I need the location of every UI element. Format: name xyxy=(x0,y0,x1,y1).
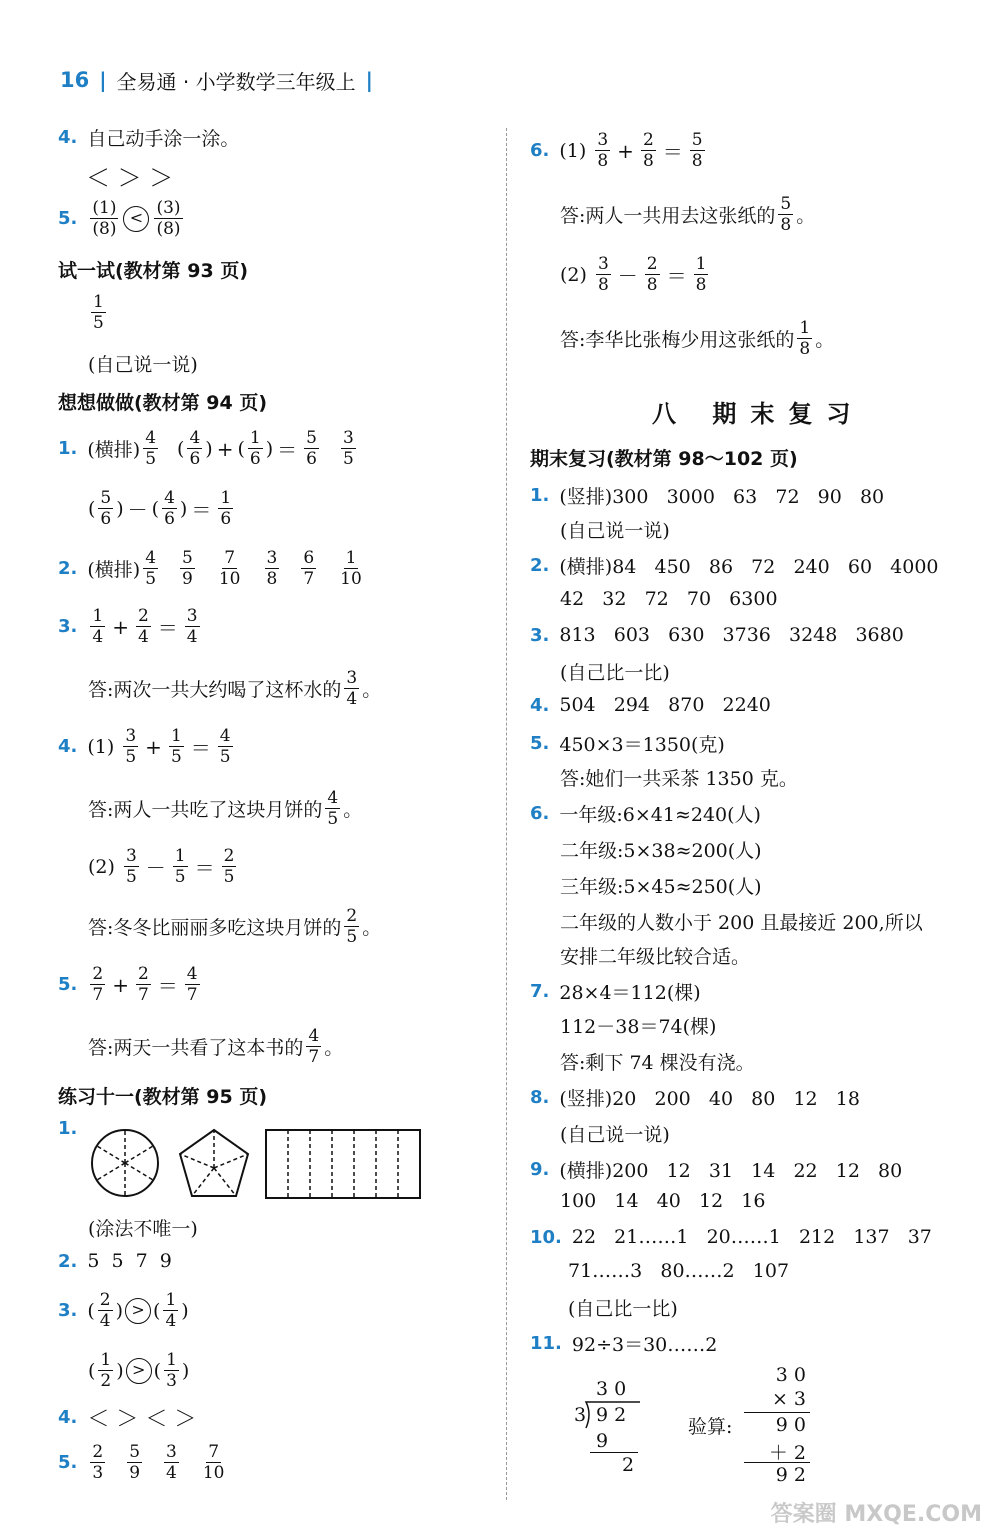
verification-calc: 3 0 × 3 9 0 ＋ 2 9 2 xyxy=(744,1364,814,1488)
review-q2-line2: 42 32 72 70 6300 xyxy=(560,588,778,610)
circle-divided-icon xyxy=(92,1130,158,1196)
left-q4-symbols: ＜ ＞ ＞ xyxy=(86,164,174,192)
review-q3-note: (自己比一比) xyxy=(560,662,670,684)
review-q10-line2: 71……3 80……2 107 xyxy=(568,1260,790,1282)
think-q5: 5. $\frac{2}{7}$ + $\frac{2}{7}$ ＝ $\frac{4}{7}$ xyxy=(58,964,198,1005)
think-q3: 3. $\frac{1}{4}$ + $\frac{2}{4}$ ＝ $\frac{3}{4}$ xyxy=(58,606,198,647)
think-q4-answer1: 答:两人一共吃了这块月饼的 $\frac{4}{5}$ 。 xyxy=(88,788,363,829)
review-q5: 5. 450×3＝1350(克) xyxy=(530,733,725,756)
right-q6: 6. (1) $\frac{3}{8}$ + $\frac{2}{8}$ ＝ $\frac{5}{8}$ xyxy=(530,130,703,171)
think-q3-answer: 答:两次一共大约喝了这杯水的 $\frac{3}{4}$ 。 xyxy=(88,668,382,709)
review-q6-line3: 三年级:5×45≈250(人) xyxy=(560,876,762,898)
review-q8-note: (自己说一说) xyxy=(560,1124,670,1146)
left-q4: 4. 自己动手涂一涂。 xyxy=(58,127,240,150)
think-q4: 4. (1) $\frac{3}{5}$ + $\frac{1}{5}$ ＝ $\frac{4}{5}$ xyxy=(58,726,231,767)
chapter-title: 八 期末复习 xyxy=(652,400,865,428)
book-title: 全易通 · 小学数学三年级上 xyxy=(116,69,356,94)
review-q10-note: (自己比一比) xyxy=(568,1298,678,1320)
ex11-q5: 5. $\frac{2}{3}$ $\frac{5}{9}$ $\frac{3}{4}$ $\frac{7}{10}$ xyxy=(58,1442,225,1483)
ex11-q4: 4. ＜ ＞ ＜ ＞ xyxy=(58,1407,197,1432)
verify-label: 验算: xyxy=(688,1416,733,1438)
review-q6-line5: 安排二年级比较合适。 xyxy=(560,946,751,968)
review-q1: 1. (竖排)300 3000 63 72 90 80 xyxy=(530,485,885,508)
review-q7-line2: 112－38＝74(棵) xyxy=(560,1016,717,1038)
review-q10: 10. 22 21……1 20……1 212 137 37 xyxy=(530,1226,932,1248)
ex11-shapes xyxy=(88,1124,428,1204)
section-exercise11: 练习十一(教材第 95 页) xyxy=(58,1086,268,1108)
left-q5: 5. $\frac{(1)}{(8)}$ < $\frac{(3)}{(8)}$ xyxy=(58,198,181,239)
pentagon-divided-icon xyxy=(180,1130,248,1196)
review-q7: 7. 28×4＝112(棵) xyxy=(530,981,701,1004)
ex11-q2: 2. 5 5 7 9 xyxy=(58,1250,172,1272)
rectangle-divided-icon xyxy=(266,1130,420,1198)
think-q5-answer: 答:两天一共看了这本书的 $\frac{4}{7}$ 。 xyxy=(88,1026,344,1067)
ex11-q3: 3. ( $\frac{2}{4}$ ) > ( $\frac{1}{4}$ ) xyxy=(58,1290,189,1331)
review-q6: 6. 一年级:6×41≈240(人) xyxy=(530,803,761,826)
think-q4-part2: (2) $\frac{3}{5}$ － $\frac{1}{5}$ ＝ $\frac{2}{5}$ xyxy=(88,846,235,887)
review-q8: 8. (竖排)20 200 40 80 12 18 xyxy=(530,1087,860,1110)
review-q1-note: (自己说一说) xyxy=(560,520,670,542)
review-q5-answer: 答:她们一共采茶 1350 克。 xyxy=(560,768,798,790)
right-q6-part2: (2) $\frac{3}{8}$ － $\frac{2}{8}$ ＝ $\frac{1}{8}$ xyxy=(560,254,707,295)
try-note: (自己说一说) xyxy=(88,354,198,376)
review-q2: 2. (横排)84 450 86 72 240 60 4000 xyxy=(530,555,939,578)
right-q6-answer2: 答:李华比张梅少用这张纸的 $\frac{1}{8}$ 。 xyxy=(560,318,835,359)
page-number: 16 xyxy=(60,68,90,92)
ex11-q1: 1. xyxy=(58,1118,78,1139)
try-fraction: $\frac{1}{5}$ xyxy=(93,292,104,333)
section-final-review: 期末复习(教材第 98～102 页) xyxy=(530,448,798,470)
page-header: 16 | 全易通 · 小学数学三年级上 | xyxy=(60,66,373,94)
review-q11: 11. 92÷3＝30……2 xyxy=(530,1333,718,1356)
right-q6-answer1: 答:两人一共用去这张纸的 $\frac{5}{8}$ 。 xyxy=(560,194,816,235)
review-q6-line4: 二年级的人数小于 200 且最接近 200,所以 xyxy=(560,912,923,934)
think-q1: 1. (横排) $\frac{4}{5}$ ( $\frac{4}{6}$ ) + ( $\frac{1}{6}$ ) ＝ $\frac{5}{6}$ $\frac{3}{5}$ xyxy=(58,428,354,469)
review-q6-line2: 二年级:5×38≈200(人) xyxy=(560,840,762,862)
think-q2: 2. (横排) $\frac{4}{5}$ $\frac{5}{9}$ $\frac{7}{10}$ $\frac{3}{8}$ $\frac{6}{7}$ $\frac{1}{10}$ xyxy=(58,548,362,589)
review-q3: 3. 813 603 630 3736 3248 3680 xyxy=(530,624,904,646)
think-q4-answer2: 答:冬冬比丽丽多吃这块月饼的 $\frac{2}{5}$ 。 xyxy=(88,906,382,947)
ex11-q1-note: (涂法不唯一) xyxy=(88,1218,198,1240)
review-q9-line2: 100 14 40 12 16 xyxy=(560,1190,766,1212)
review-q4: 4. 504 294 870 2240 xyxy=(530,694,771,716)
section-think: 想想做做(教材第 94 页) xyxy=(58,392,268,414)
section-try: 试一试(教材第 93 页) xyxy=(58,260,249,282)
ex11-q3-line2: ( $\frac{1}{2}$ ) > ( $\frac{1}{3}$ ) xyxy=(88,1350,190,1391)
watermark: 答案圈 MXQE.COM xyxy=(770,1502,982,1527)
column-divider xyxy=(506,128,507,1500)
long-division: 3 0 3 9 2 9 2 xyxy=(574,1378,654,1478)
think-q1-line2: ( $\frac{5}{6}$ ) － ( $\frac{4}{6}$ ) ＝ $\frac{1}{6}$ xyxy=(88,488,232,529)
review-q7-answer: 答:剩下 74 棵没有浇。 xyxy=(560,1052,755,1074)
review-q9: 9. (横排)200 12 31 14 22 12 80 xyxy=(530,1159,903,1182)
